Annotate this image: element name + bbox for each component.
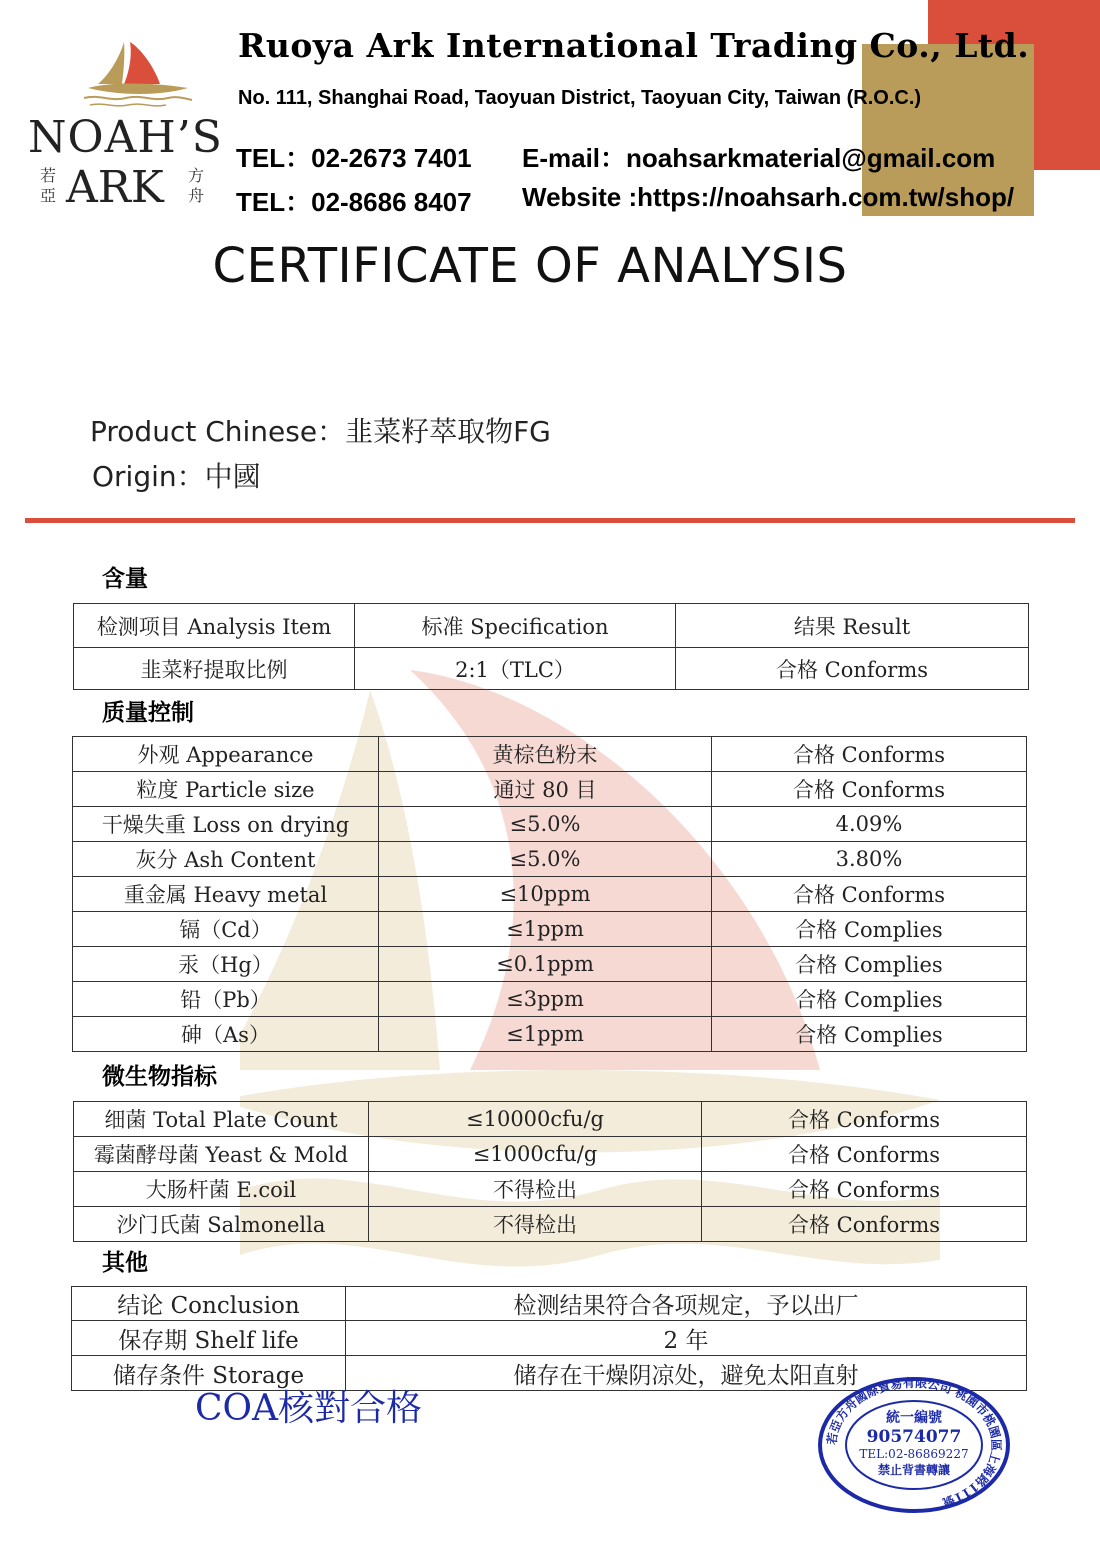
- specification-cell: ≤1ppm: [379, 1017, 712, 1052]
- table-header-row: [74, 604, 1029, 648]
- section-title-other: 其他: [102, 1250, 148, 1276]
- seal-ring-text: 若亞方舟國際貿易有限公司 桃園市桃園區上海路111號: [824, 1376, 1004, 1510]
- value-cell: 储存在干燥阴凉处，避免太阳直射: [346, 1356, 1027, 1391]
- header-divider: [25, 518, 1075, 523]
- specification-cell: ≤1ppm: [379, 912, 712, 947]
- seal-line-1: 統一編號: [886, 1410, 942, 1426]
- table-row: [73, 842, 1027, 877]
- result-cell: 合格 Conforms: [676, 648, 1029, 690]
- table-row: [74, 1207, 1027, 1242]
- specification-cell: 2:1（TLC）: [355, 648, 676, 690]
- result-cell: 合格 Complies: [712, 1017, 1027, 1052]
- table-row: [72, 1287, 1027, 1321]
- table-row: [74, 1172, 1027, 1207]
- website-line: Website :https://noahsarh.com.tw/shop/: [522, 182, 1015, 212]
- result-cell: 合格 Conforms: [702, 1137, 1027, 1172]
- specification-cell: ≤5.0%: [379, 842, 712, 877]
- analysis-item-cell: 粒度 Particle size: [73, 772, 379, 807]
- table-row: [73, 1017, 1027, 1052]
- seal-line-4: 禁止背書轉讓: [877, 1463, 951, 1477]
- specification-cell: ≤3ppm: [379, 982, 712, 1017]
- result-cell: 合格 Conforms: [712, 877, 1027, 912]
- analysis-item-cell: 细菌 Total Plate Count: [74, 1102, 369, 1137]
- company-logo: [26, 38, 222, 213]
- header-result: 结果 Result: [676, 604, 1029, 648]
- sailboat-logo-icon: [80, 38, 196, 108]
- table-row: [73, 877, 1027, 912]
- table-row: [73, 982, 1027, 1017]
- logo-cn-left: 若亞: [40, 166, 57, 205]
- tel-line-2: TEL：02-8686 8407: [236, 187, 472, 217]
- table-row: [73, 807, 1027, 842]
- tel-line-1: TEL：02-2673 7401: [236, 143, 472, 173]
- specification-cell: ≤10000cfu/g: [369, 1102, 702, 1137]
- analysis-item-cell: 外观 Appearance: [73, 737, 379, 772]
- table-row: [74, 648, 1029, 690]
- result-cell: 合格 Conforms: [712, 772, 1027, 807]
- document-title: CERTIFICATE OF ANALYSIS: [212, 238, 848, 294]
- table-row: [73, 912, 1027, 947]
- content-table: [73, 603, 1029, 690]
- result-cell: 4.09%: [712, 807, 1027, 842]
- result-cell: 合格 Conforms: [702, 1102, 1027, 1137]
- analysis-item-cell: 干燥失重 Loss on drying: [73, 807, 379, 842]
- table-row: [74, 1102, 1027, 1137]
- analysis-item-cell: 重金属 Heavy metal: [73, 877, 379, 912]
- table-row: [73, 737, 1027, 772]
- company-address: No. 111, Shanghai Road, Taoyuan District, Taoyuan City, Taiwan (R.O.C.): [238, 87, 922, 109]
- specification-cell: ≤5.0%: [379, 807, 712, 842]
- logo-name-line2: ARK: [66, 162, 164, 213]
- result-cell: 合格 Conforms: [702, 1172, 1027, 1207]
- specification-cell: ≤1000cfu/g: [369, 1137, 702, 1172]
- value-cell: 检测结果符合各项规定，予以出厂: [346, 1287, 1027, 1321]
- section-title-micro: 微生物指标: [102, 1064, 217, 1090]
- analysis-item-cell: 储存条件 Storage: [72, 1356, 346, 1391]
- analysis-item-cell: 沙门氏菌 Salmonella: [74, 1207, 369, 1242]
- analysis-item-cell: 霉菌酵母菌 Yeast & Mold: [74, 1137, 369, 1172]
- specification-cell: 不得检出: [369, 1207, 702, 1242]
- table-row: [73, 947, 1027, 982]
- micro-table: [73, 1101, 1027, 1242]
- product-origin: Origin：中國: [92, 460, 261, 493]
- company-name: Ruoya Ark International Trading Co., Ltd.: [238, 26, 1030, 65]
- section-title-quality: 质量控制: [102, 700, 194, 726]
- table-row: [72, 1321, 1027, 1356]
- seal-line-3: TEL:02-86869227: [859, 1447, 969, 1461]
- analysis-item-cell: 灰分 Ash Content: [73, 842, 379, 877]
- header-specification: 标准 Specification: [355, 604, 676, 648]
- approval-stamp: COA核對合格: [195, 1388, 423, 1429]
- analysis-item-cell: 保存期 Shelf life: [72, 1321, 346, 1356]
- table-row: [73, 772, 1027, 807]
- seal-line-2: 90574077: [866, 1427, 962, 1447]
- specification-cell: 通过 80 目: [379, 772, 712, 807]
- product-name: Product Chinese：韭菜籽萃取物FG: [90, 415, 551, 448]
- analysis-item-cell: 大肠杆菌 E.coil: [74, 1172, 369, 1207]
- logo-name-line1: NOAH’S: [28, 112, 223, 163]
- result-cell: 合格 Conforms: [712, 737, 1027, 772]
- result-cell: 3.80%: [712, 842, 1027, 877]
- value-cell: 2 年: [346, 1321, 1027, 1356]
- result-cell: 合格 Conforms: [702, 1207, 1027, 1242]
- specification-cell: ≤0.1ppm: [379, 947, 712, 982]
- analysis-item-cell: 结论 Conclusion: [72, 1287, 346, 1321]
- result-cell: 合格 Complies: [712, 947, 1027, 982]
- result-cell: 合格 Complies: [712, 912, 1027, 947]
- quality-table: [72, 736, 1027, 1052]
- specification-cell: ≤10ppm: [379, 877, 712, 912]
- specification-cell: 黄棕色粉末: [379, 737, 712, 772]
- analysis-item-cell: 汞（Hg）: [73, 947, 379, 982]
- analysis-item-cell: 韭菜籽提取比例: [74, 648, 355, 690]
- email-line: E-mail：noahsarkmaterial@gmail.com: [522, 143, 996, 173]
- analysis-item-cell: 镉（Cd）: [73, 912, 379, 947]
- analysis-item-cell: 砷（As）: [73, 1017, 379, 1052]
- result-cell: 合格 Complies: [712, 982, 1027, 1017]
- analysis-item-cell: 铅（Pb）: [73, 982, 379, 1017]
- section-title-content: 含量: [102, 566, 148, 592]
- specification-cell: 不得检出: [369, 1172, 702, 1207]
- logo-cn-right: 方舟: [188, 166, 205, 205]
- company-seal-icon: [816, 1376, 1012, 1514]
- table-row: [74, 1137, 1027, 1172]
- header-analysis-item: 检测项目 Analysis Item: [74, 604, 355, 648]
